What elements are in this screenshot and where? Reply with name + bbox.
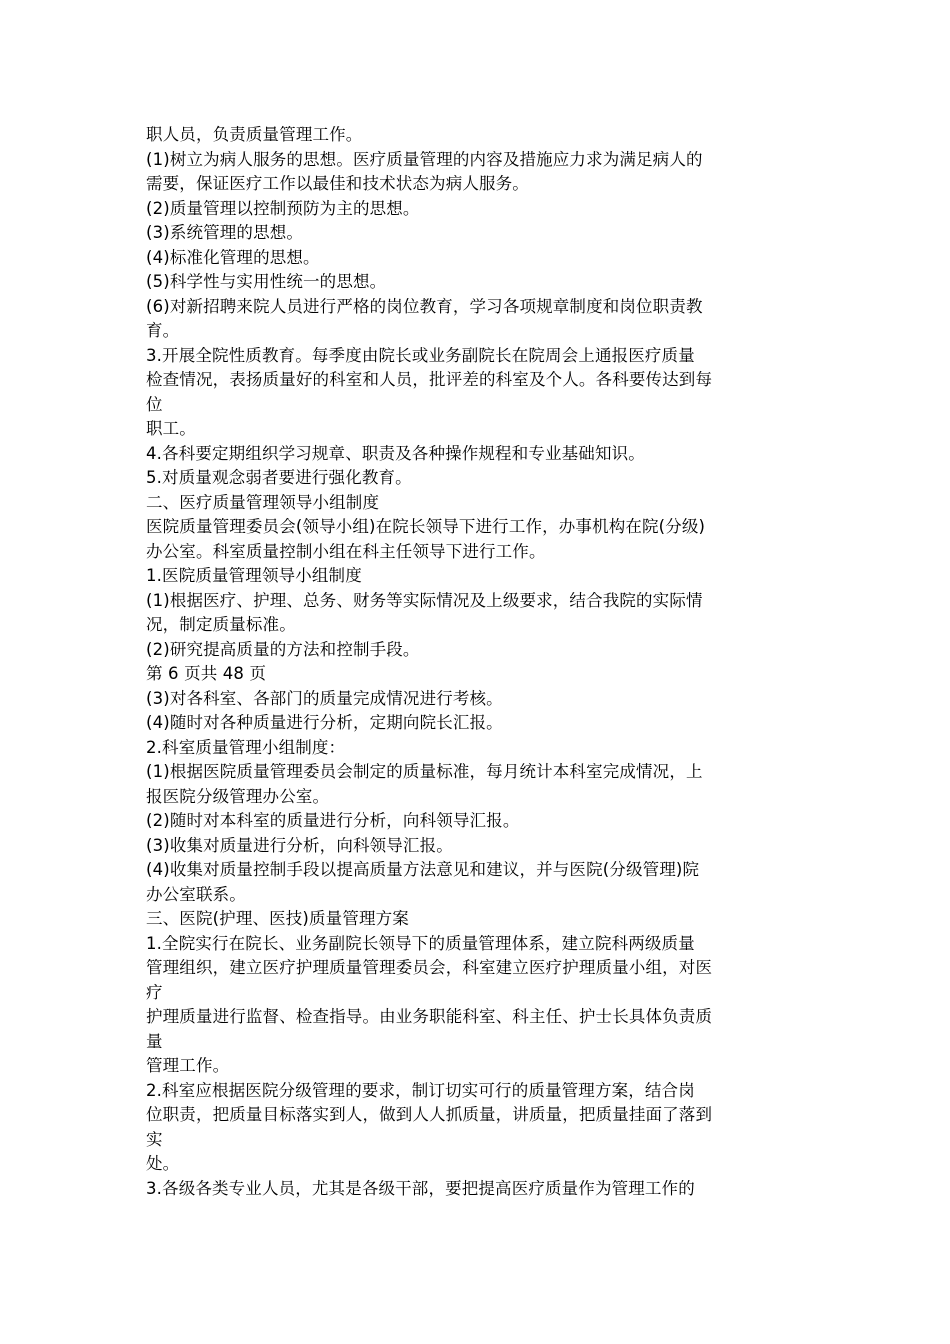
- text-line: 位: [146, 394, 163, 414]
- text-line: 位职责，把质量目标落实到人，做到人人抓质量，讲质量，把质量挂面了落到: [146, 1105, 713, 1124]
- section-heading: 二、医疗质量管理领导小组制度: [146, 492, 380, 512]
- text-line: 1.全院实行在院长、业务副院长领导下的质量管理体系，建立院科两级质量: [146, 933, 695, 953]
- text-line: 量: [146, 1031, 163, 1051]
- text-line: (1)树立为病人服务的思想。医疗质量管理的内容及措施应力求为满足病人的: [146, 149, 703, 169]
- text-line: (2)研究提高质量的方法和控制手段。: [146, 639, 420, 659]
- text-line: 办公室。科室质量控制小组在科主任领导下进行工作。: [146, 541, 546, 561]
- text-line: (4)标准化管理的思想。: [146, 247, 320, 267]
- text-line: (1)根据医疗、护理、总务、财务等实际情况及上级要求，结合我院的实际情: [146, 590, 703, 610]
- text-line: 3.开展全院性质教育。每季度由院长或业务副院长在院周会上通报医疗质量: [146, 345, 695, 365]
- text-line: (3)系统管理的思想。: [146, 223, 304, 242]
- subsection-heading: 2.科室质量管理小组制度：: [146, 737, 346, 757]
- text-line: 管理组织，建立医疗护理质量管理委员会，科室建立医疗护理质量小组，对医: [146, 958, 713, 977]
- text-line: 实: [146, 1129, 163, 1149]
- text-line: (3)对各科室、各部门的质量完成情况进行考核。: [146, 688, 503, 708]
- section-heading: 三、医院(护理、医技)质量管理方案: [146, 909, 409, 928]
- text-line: 育。: [146, 321, 180, 340]
- text-line: 2.科室应根据医院分级管理的要求，制订切实可行的质量管理方案，结合岗: [146, 1080, 695, 1100]
- text-line: 报医院分级管理办公室。: [146, 786, 330, 806]
- text-line: 职人员，负责质量管理工作。: [146, 125, 363, 144]
- text-line: 需要，保证医疗工作以最佳和技术状态为病人服务。: [146, 174, 529, 193]
- text-line: (6)对新招聘来院人员进行严格的岗位教育，学习各项规章制度和岗位职责教: [146, 296, 703, 316]
- text-line: 检查情况，表扬质量好的科室和人员，批评差的科室及个人。各科要传达到每: [146, 370, 713, 389]
- text-line: (1)根据医院质量管理委员会制定的质量标准，每月统计本科室完成情况，上: [146, 762, 703, 781]
- text-line: (2)随时对本科室的质量进行分析，向科领导汇报。: [146, 811, 520, 830]
- text-line: (2)质量管理以控制预防为主的思想。: [146, 198, 420, 218]
- document-body: [146, 123, 826, 1201]
- text-line: 护理质量进行监督、检查指导。由业务职能科室、科主任、护士长具体负责质: [146, 1007, 713, 1026]
- text-line: 医院质量管理委员会(领导小组)在院长领导下进行工作，办事机构在院(分级): [146, 517, 706, 536]
- text-line: 4.各科要定期组织学习规章、职责及各种操作规程和专业基础知识。: [146, 443, 645, 463]
- text-line: 处。: [146, 1154, 180, 1173]
- text-line: 5.对质量观念弱者要进行强化教育。: [146, 468, 412, 487]
- text-line: 况，制定质量标准。: [146, 615, 296, 634]
- text-line: 疗: [146, 982, 163, 1002]
- text-line: (4)随时对各种质量进行分析，定期向院长汇报。: [146, 713, 503, 732]
- page-number: 第 6 页共 48 页: [146, 664, 267, 683]
- text-line: (3)收集对质量进行分析，向科领导汇报。: [146, 835, 453, 855]
- subsection-heading: 1.医院质量管理领导小组制度: [146, 566, 362, 585]
- text-line: 3.各级各类专业人员，尤其是各级干部，要把提高医疗质量作为管理工作的: [146, 1178, 695, 1198]
- text-line: 办公室联系。: [146, 884, 246, 904]
- text-line: 职工。: [146, 419, 196, 438]
- text-line: 管理工作。: [146, 1056, 230, 1075]
- text-line: (5)科学性与实用性统一的思想。: [146, 272, 387, 291]
- text-line: (4)收集对质量控制手段以提高质量方法意见和建议，并与医院(分级管理)院: [146, 860, 700, 879]
